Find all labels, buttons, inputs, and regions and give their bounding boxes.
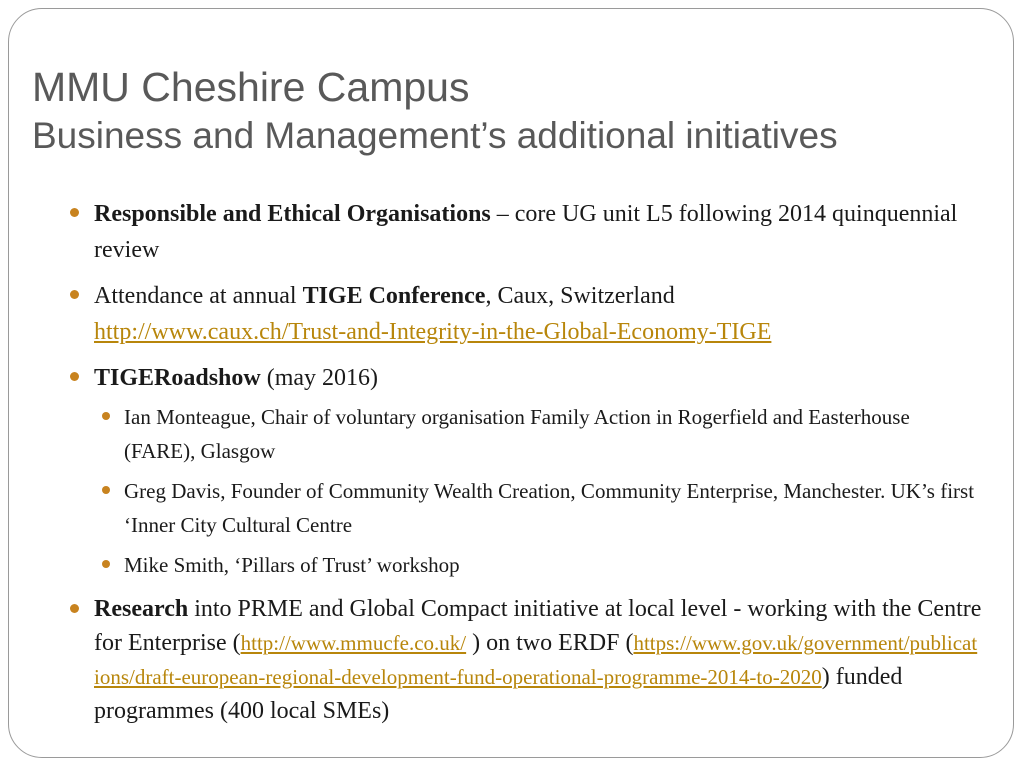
bullet-tige-roadshow [62, 360, 982, 396]
bullet-1-bold: Responsible and Ethical Organisations [94, 201, 491, 227]
bullet-2-pre: Attendance at annual [94, 283, 303, 309]
sub-bullet-dot-icon [102, 486, 110, 494]
bullet-list [62, 196, 982, 738]
sub-bullet-ian-monteague [62, 400, 982, 468]
bullet-dot-icon [70, 290, 79, 299]
sub-bullet-dot-icon [102, 560, 110, 568]
bullet-responsible-organisations [62, 196, 982, 268]
title-line-2: Business and Management’s additional initiatives [32, 115, 838, 156]
sub-bullet-text: Mike Smith, ‘Pillars of Trust’ workshop [124, 553, 460, 577]
bullet-1-text: – core UG unit L5 following 2014 quinquennial review [94, 201, 958, 263]
sub-bullet-mike-smith [62, 548, 982, 582]
bullet-3-text: (may 2016) [260, 365, 379, 391]
bullet-2-post: , Caux, Switzerland [485, 283, 675, 309]
bullet-tige-conference [62, 278, 982, 350]
bullet-dot-icon [70, 604, 79, 613]
bullet-3-bold: TIGERoadshow [94, 365, 261, 391]
bullet-4-text-2: ) on two ERDF ( [466, 630, 634, 656]
erdf-link[interactable]: https://www.gov.uk/government/publications/draft-european-regional-development-fund-operational-programme-2014-to-2020 [94, 631, 978, 689]
sub-bullet-greg-davis [62, 474, 982, 542]
slide-title [32, 62, 992, 160]
title-line-1: MMU Cheshire Campus [32, 64, 470, 110]
bullet-4-bold: Research [94, 596, 189, 622]
bullet-research [62, 592, 982, 728]
sub-bullet-dot-icon [102, 412, 110, 420]
bullet-dot-icon [70, 372, 79, 381]
sub-bullet-text: Greg Davis, Founder of Community Wealth Creation, Community Enterprise, Manchester. UK’s first ‘Inner City Cultural Centre [124, 479, 975, 537]
sub-bullet-text: Ian Monteague, Chair of voluntary organisation Family Action in Rogerfield and Easterhouse (FARE), Glasgow [124, 405, 910, 463]
tige-link[interactable]: http://www.caux.ch/Trust-and-Integrity-in-the-Global-Economy-TIGE [94, 319, 772, 345]
mmucfe-link[interactable]: http://www.mmucfe.co.uk/ [240, 631, 467, 655]
bullet-dot-icon [70, 208, 79, 217]
bullet-4-text-3: ) funded programmes (400 local SMEs) [94, 664, 903, 724]
bullet-2-bold: TIGE Conference [302, 283, 486, 309]
bullet-4-text-1: into PRME and Global Compact initiative at local level - working with the Centre for Enterprise ( [94, 596, 982, 656]
